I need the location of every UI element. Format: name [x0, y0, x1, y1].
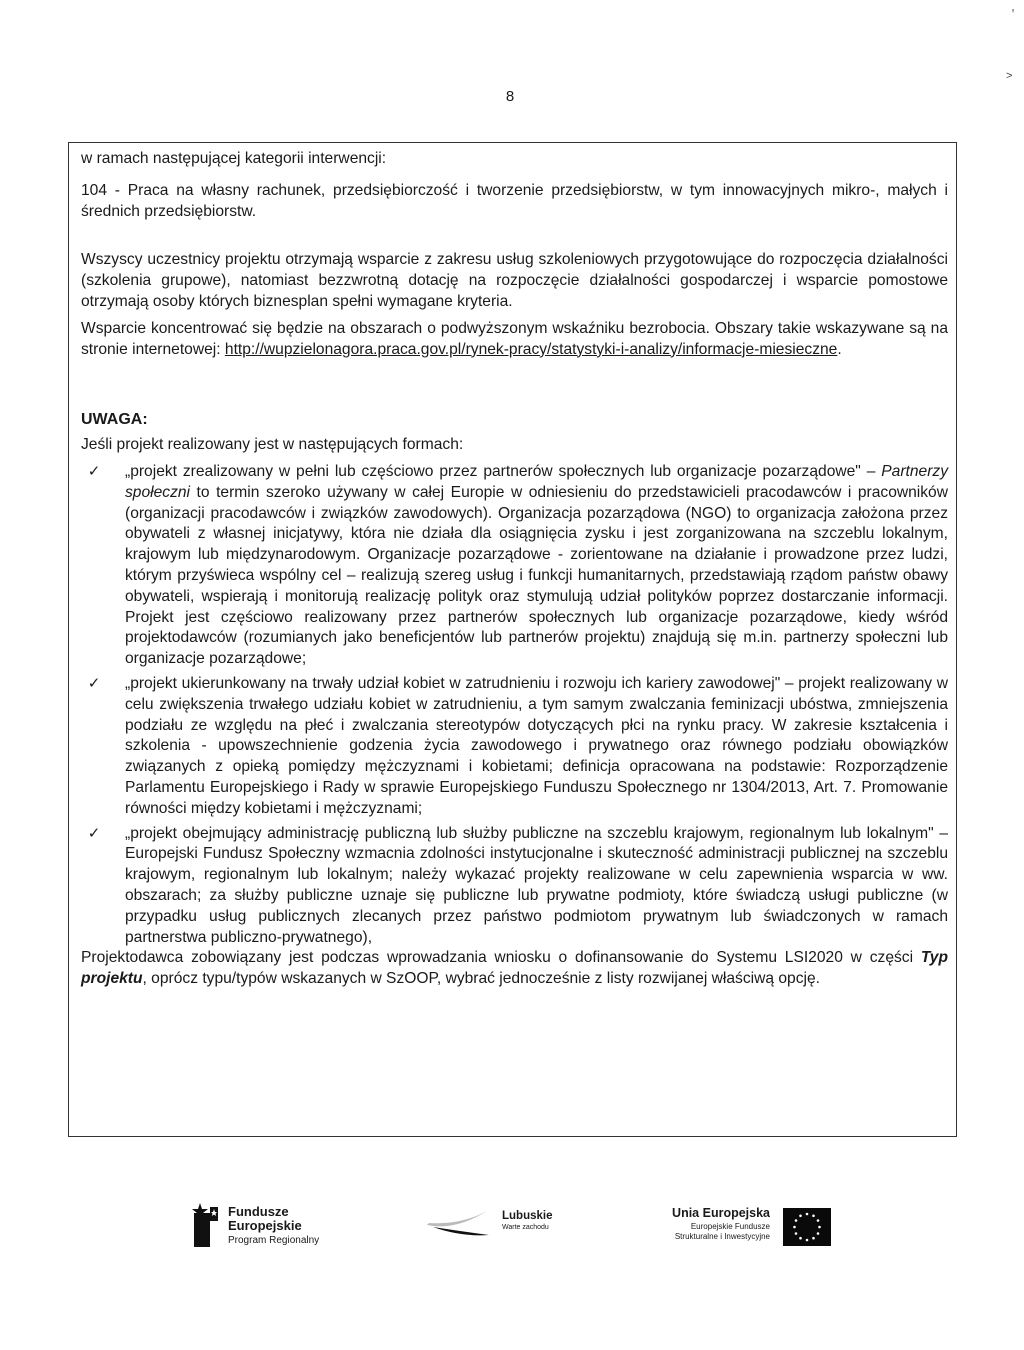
fundusze-europejskie-label — [228, 1205, 319, 1248]
lubuskie-swoosh-icon — [425, 1207, 490, 1237]
lubuskie-sub: Warte zachodu — [502, 1224, 549, 1231]
intro-line: w ramach następującej kategorii interwencji: — [81, 150, 387, 167]
final-bold-term: Typ projektu — [81, 949, 948, 988]
ue-sub1: Europejskie Fundusze — [690, 1222, 770, 1231]
fe-sub: Program Regionalny — [228, 1235, 320, 1246]
focus-paragraph — [81, 319, 948, 361]
lubuskie-name: Lubuskie — [502, 1210, 553, 1222]
checkmark-icon: ✓ — [87, 824, 101, 842]
focus-text: Wsparcie koncentrować się będzie na obszarach o podwyższonym wskaźniku bezrobocia. Obszary takie wskazywane są na stronie internetowej: — [81, 319, 948, 358]
scan-mark-top: ꞌ — [1012, 8, 1015, 20]
checkmark-icon: ✓ — [87, 462, 101, 480]
list-item — [87, 674, 948, 820]
conditions-list — [81, 462, 948, 948]
fe-line2: Europejskie — [228, 1218, 302, 1233]
list-item — [87, 824, 948, 949]
uwaga-intro: Jeśli projekt realizowany jest w następujących formach: — [81, 436, 464, 454]
statistics-link[interactable]: http://wupzielonagora.praca.gov.pl/rynek-pracy/statystyki-i-analizy/informacje-miesieczne — [224, 340, 838, 358]
list-item — [87, 462, 948, 670]
support-paragraph: Wszyscy uczestnicy projektu otrzymają wsparcie z zakresu usług szkoleniowych przygotowujące do rozpoczęcia działalności (szkolenia grupowe), natomiast bezzwrotną dotację na rozpoczęcie działalności gospodarczej i wsparcie pomostowe otrzymają osoby których biznesplan spełni wymagane kryteria. — [81, 251, 948, 310]
eu-flag-icon — [783, 1208, 831, 1246]
ue-label — [650, 1207, 770, 1242]
final-text: Projektodawca zobowiązany jest podczas wprowadzania wniosku o dofinansowanie do Systemu LSI2020 w części — [81, 949, 921, 967]
page-number: 8 — [505, 88, 515, 105]
focus-end: . — [837, 340, 842, 358]
footer-logos — [0, 1195, 1024, 1265]
item-italic-term: Partnerzy społeczni — [125, 462, 948, 501]
ue-title: Unia Europejska — [672, 1206, 770, 1220]
category-text: 104 - Praca na własny rachunek, przedsiębiorczość i tworzenie przedsiębiorstw, w tym innowacyjnych mikro-, małych i średnich przedsiębiorstw. — [81, 181, 948, 220]
item-text: „projekt ukierunkowany na trwały udział kobiet w zatrudnieniu i rozwoju ich kariery zawodowej" – projekt realizowany w celu zwiększenia trwałego udziału kobiet w zatrudnieniu, a tym samym zwalczania feminizacji ubóstwa, zmniejszenia podziału ze względu na płeć i zwalczania stereotypów dotyczących płci na rynku pracy. W zakresie kształcenia i szkolenia - upowszechnienie godzenia życia zawodowego i prywatnego oraz równego podziału obowiązków związanych z opieką pomiędzy mężczyznami i kobietami; definicja opracowana na podstawie: Rozporządzenie Parlamentu Europejskiego i Rady w sprawie Europejskiego Funduszu Społecznego nr 1304/2013, Art. 7. Promowanie równości między kobietami i mężczyznami; — [125, 674, 948, 817]
content-frame — [68, 142, 957, 1137]
item-rest: to termin szeroko używany w całej Europie w odniesieniu do przedstawicieli pracodawców i pracowników (organizacji pracodawców i związków zawodowych). Organizacja pozarządowa (NGO) to organizacja założona przez obywateli z własnej inicjatywy, która nie działa dla osiągnięcia zysku i jest zorganizowana na szczeblu lokalnym, krajowym lub międzynarodowym. Organizacje pozarządowe - zorientowane na działanie i prowadzone przez ludzi, którym przyświeca wspólny cel – realizują szereg usług i funkcji humanitarnych, przedstawiają rządom państw obawy obywateli, wspierają i monitorują realizację polityk oraz stymulują udział polityków poprzez dostarczanie informacji. Projekt jest częściowo realizowany przez partnerów społecznych lub organizacje pozarządowe, kiedy wśród projektodawców (rozumianych jako beneficjentów lub partnerów projektu) znajdują się m.in. partnerzy społeczni lub organizacje pozarządowe; — [125, 483, 948, 668]
final-paragraph — [81, 948, 948, 990]
fundusze-europejskie-logo-icon — [190, 1203, 218, 1247]
scan-mark-right: ˃ — [1006, 70, 1013, 82]
fe-line1: Fundusze — [228, 1204, 289, 1219]
item-lead: „projekt zrealizowany w pełni lub częściowo przez partnerów społecznych lub organizacje pozarządowe" – — [125, 462, 882, 480]
uwaga-heading: UWAGA: — [81, 411, 148, 429]
checkmark-icon: ✓ — [87, 674, 101, 692]
final-end: , oprócz typu/typów wskazanych w SzOOP, wybrać jednocześnie z listy rozwijanej właściwą opcję. — [142, 970, 820, 988]
ue-sub2: Strukturalne i Inwestycyjne — [674, 1232, 770, 1241]
lubuskie-label — [502, 1210, 552, 1234]
item-text: „projekt obejmujący administrację publiczną lub służby publiczne na szczeblu krajowym, regionalnym lub lokalnym" – Europejski Fundusz Społeczny wzmacnia zdolności instytucjonalne i skuteczność administracji publicznej na szczeblu krajowym, regionalnym lub lokalnym; należy wykazać projekty realizowane w celu zapewnienia wsparcia w ww. obszarach; za służby publiczne uznaje się publiczne lub prywatne podmioty, które świadczą usługi publiczne (w przypadku usług publicznych zlecanych przez państwo podmiotom prywatnym lub świadczonych w ramach partnerstwa publiczno-prywatnego), — [125, 824, 948, 946]
